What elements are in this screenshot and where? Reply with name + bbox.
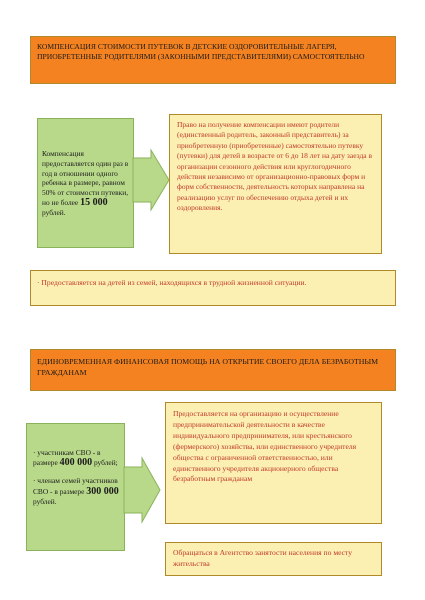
section2-right-text: Предоставляется на организацию и осуществление предпринимательской деятельности в качестве индивидуального предпринимателя, или крестьянского (фермерского) хозяйства, или единственного учредителя общества с ограниченной ответственностью, или единственного учредителя акционерного общества безработным гражданам bbox=[173, 409, 357, 484]
section1-right-text: Право на получение компенсации имеют родители (единственный родитель, законный представитель) за приобретенную (приобретенные) самостоятельно путевку (путевки) для детей в возрасте от 6 до 18 лет на дату заезда в организации сезонного действия или круглогодичного действия независимо от организационно-правовых форм и форм собственности, деятельность которых направлена на реализацию услуг по обеспечению отдыха детей и их оздоровления. bbox=[177, 120, 373, 213]
section2-note bbox=[165, 542, 382, 576]
section2-arrow-icon bbox=[124, 458, 160, 522]
section2-right-box bbox=[165, 402, 382, 524]
section1-left-amount: 15 000 bbox=[80, 196, 108, 208]
section2-item1 bbox=[33, 448, 119, 468]
section2-item1-amount: 400 000 bbox=[59, 457, 93, 469]
section1-note-text: · Предоставляется на детей из семей, находящихся в трудной жизненной ситуации. bbox=[37, 278, 307, 287]
section2-item2-prefix: · членам семей участников СВО - в размере bbox=[33, 476, 118, 496]
section2-item2 bbox=[33, 476, 119, 507]
section1-header-text: КОМПЕНСАЦИЯ СТОИМОСТИ ПУТЕВОК В ДЕТСКИЕ ОЗДОРОВИТЕЛЬНЫЕ ЛАГЕРЯ, ПРИОБРЕТЕННЫЕ РОДИТЕЛЯМИ (ЗАКОННЫМИ ПРЕДСТАВИТЕЛЯМИ) САМОСТОЯТЕЛЬНО bbox=[37, 42, 365, 61]
section2-left-box bbox=[26, 423, 125, 551]
section2-header bbox=[30, 349, 396, 391]
section1-note bbox=[30, 270, 396, 306]
section1-left-text: Компенсация предоставляется один раз в год в отношении одного ребенка в размере, равном 50% от стоимости путевки, но не более bbox=[42, 149, 129, 207]
section2-header-text: ЕДИНОВРЕМЕННАЯ ФИНАНСОВАЯ ПОМОЩЬ НА ОТКРЫТИЕ СВОЕГО ДЕЛА БЕЗРАБОТНЫМ ГРАЖДАНАМ bbox=[37, 357, 379, 377]
section2-item2-suffix: рублей. bbox=[33, 496, 57, 506]
section1-left-suffix: рублей. bbox=[42, 207, 66, 217]
section1-right-box bbox=[169, 114, 382, 254]
section2-item2-amount: 300 000 bbox=[86, 485, 119, 497]
section1-header bbox=[30, 36, 396, 84]
section2-note-text: Обращаться в Агентство занятости населения по месту жительства bbox=[173, 548, 353, 568]
section2-item1-suffix: рублей; bbox=[93, 458, 118, 468]
section1-left-box bbox=[37, 118, 134, 248]
section2-item1-prefix: · участникам СВО - в размере bbox=[33, 448, 101, 468]
section1-arrow-icon bbox=[133, 150, 169, 210]
